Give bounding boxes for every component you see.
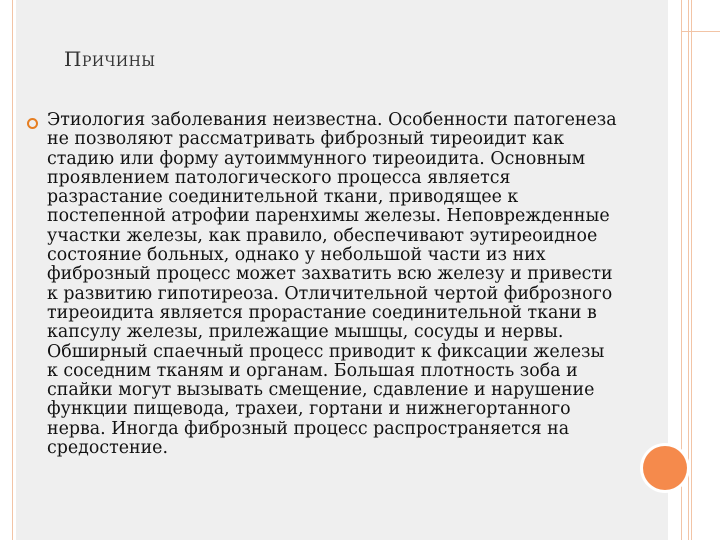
hollow-circle-bullet-icon bbox=[27, 118, 38, 129]
paragraph-line: участки железы, как правило, обеспечивают эутиреоидное bbox=[47, 225, 598, 246]
paragraph-line: нерва. Иногда фиброзный процесс распространяется на bbox=[47, 418, 570, 439]
paragraph-line: не позволяют рассматривать фиброзный тиреоидит как bbox=[47, 129, 565, 150]
paragraph-line: состояние больных, однако у небольшой части из них bbox=[47, 245, 546, 266]
slide-content-area bbox=[16, 0, 668, 540]
bullet-paragraph bbox=[47, 111, 687, 458]
paragraph-line: проявлением патологического процесса является bbox=[47, 167, 511, 188]
paragraph-line: спайки могут вызывать смещение, сдавление и нарушение bbox=[47, 380, 595, 401]
paragraph-line: к соседним тканям и органам. Большая плотность зоба и bbox=[47, 360, 578, 381]
slide-title: Причины bbox=[64, 47, 156, 71]
paragraph-line: постепенной атрофии паренхимы железы. Неповрежденные bbox=[47, 206, 610, 227]
right-border-rule-outer bbox=[688, 0, 689, 540]
paragraph-line: Этиология заболевания неизвестна. Особенности патогенеза bbox=[47, 110, 617, 130]
corner-rule bbox=[681, 31, 720, 32]
paragraph-line: фиброзный процесс может захватить всю железу и привести bbox=[47, 264, 613, 285]
paragraph-line: средостение. bbox=[47, 438, 168, 459]
paragraph-line: к развитию гипотиреоза. Отличительной чертой фиброзного bbox=[47, 283, 613, 304]
paragraph-line: стадию или форму аутоиммунного тиреоидита. Основным bbox=[47, 148, 586, 169]
paragraph-line: разрастание соединительной ткани, приводящее к bbox=[47, 187, 519, 208]
paragraph-line: Обширный спаечный процесс приводит к фиксации железы bbox=[47, 341, 605, 362]
paragraph-line: тиреоидита является прорастание соединительной ткани в bbox=[47, 302, 597, 323]
paragraph-line: функции пищевода, трахеи, гортани и нижнегортанного bbox=[47, 399, 571, 420]
decorative-orange-circle-icon bbox=[643, 446, 687, 490]
paragraph-line: капсулу железы, прилежащие мышцы, сосуды и нервы. bbox=[47, 322, 564, 343]
